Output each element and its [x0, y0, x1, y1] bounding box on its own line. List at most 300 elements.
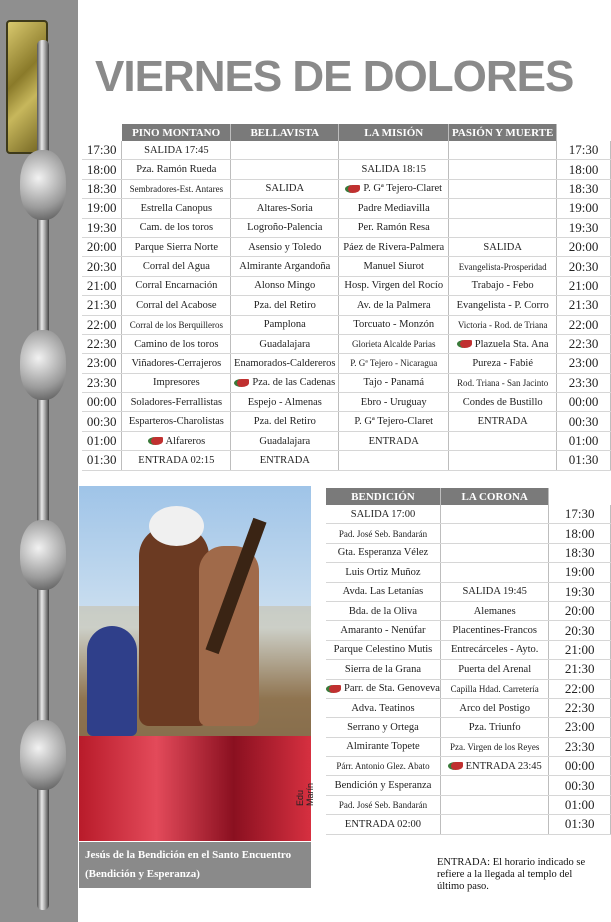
cell-text: SALIDA 19:45 [462, 586, 527, 598]
bird-marker-icon [457, 340, 472, 348]
time-cell: 20:30 [557, 257, 611, 276]
cell-text: SALIDA 17:00 [350, 508, 416, 520]
schedule-cell [449, 431, 557, 450]
schedule-cell [326, 601, 440, 620]
schedule-cell [326, 582, 440, 601]
schedule-cell [440, 601, 549, 620]
time-cell: 01:00 [82, 431, 122, 450]
time-cell: 23:30 [557, 373, 611, 392]
schedule-cell [326, 505, 440, 524]
cell-text: Soladores-Ferrallistas [130, 396, 223, 408]
cell-text: Alemanes [473, 605, 516, 617]
time-cell: 00:00 [82, 393, 122, 412]
time-cell: 01:30 [557, 451, 611, 470]
schedule-cell [449, 412, 557, 431]
cell-text: Asensio y Toledo [248, 241, 322, 253]
cell-text: Bendición y Esperanza [334, 780, 432, 792]
cell-text: Logroño-Palencia [247, 222, 323, 234]
schedule-cell [449, 257, 557, 276]
time-cell: 19:00 [549, 563, 611, 582]
table-row [326, 524, 611, 543]
schedule-cell [122, 451, 231, 470]
schedule-cell [449, 237, 557, 256]
cell-text: Altares-Soria [256, 202, 313, 214]
cell-text: SALIDA [483, 241, 522, 253]
schedule-cell [440, 698, 549, 717]
schedule-cell [339, 334, 449, 353]
schedule-cell [231, 218, 339, 237]
time-cell: 00:30 [82, 412, 122, 431]
staff-ornament [20, 150, 66, 220]
schedule-cell [339, 315, 449, 334]
cell-text: Corral de los Berquilleros [129, 319, 223, 330]
table-row [326, 563, 611, 582]
time-cell: 21:00 [82, 276, 122, 295]
schedule-cell [339, 373, 449, 392]
bird-marker-icon [345, 185, 360, 193]
time-cell: 18:00 [557, 160, 611, 179]
column-header: BENDICIÓN [326, 488, 440, 505]
table-row [82, 141, 611, 160]
time-cell: 18:30 [557, 179, 611, 198]
cell-text: Corral del Agua [142, 261, 210, 273]
schedule-cell [122, 354, 231, 373]
time-cell: 22:30 [82, 334, 122, 353]
time-cell: 21:30 [82, 296, 122, 315]
schedule-cell [440, 660, 549, 679]
cell-text: Trabajo - Febo [471, 280, 534, 292]
schedule-cell [339, 393, 449, 412]
schedule-cell [231, 237, 339, 256]
schedule-cell [440, 718, 549, 737]
time-cell: 00:30 [557, 412, 611, 431]
cell-text: Condes de Bustillo [462, 396, 543, 408]
schedule-cell [326, 640, 440, 659]
schedule-cell [440, 505, 549, 524]
table-row [326, 718, 611, 737]
time-cell: 20:00 [557, 237, 611, 256]
schedule-cell [449, 199, 557, 218]
time-cell: 00:00 [557, 393, 611, 412]
time-cell: 20:30 [549, 621, 611, 640]
staff-ornament [20, 330, 66, 400]
table-row [82, 218, 611, 237]
schedule-cell [339, 218, 449, 237]
cell-text: Av. de la Palmera [356, 299, 431, 311]
schedule-cell [339, 160, 449, 179]
cell-text: Alfareros [165, 435, 206, 447]
table-row [326, 543, 611, 562]
cell-text: Pza. Triunfo [468, 721, 521, 733]
time-cell: 21:00 [549, 640, 611, 659]
schedule-cell [122, 237, 231, 256]
decorative-side-strip [0, 0, 78, 922]
table-row [82, 160, 611, 179]
jesus-figure [199, 546, 259, 726]
schedule-cell [449, 296, 557, 315]
schedule-cell [326, 815, 440, 834]
cell-text: Cam. de los toros [139, 222, 214, 234]
cell-text: Pad. José Seb. Bandarán [338, 800, 428, 811]
cell-text: Avda. Las Letanías [342, 586, 424, 598]
table-row [326, 640, 611, 659]
top-schedule-table [82, 124, 611, 471]
schedule-cell [339, 431, 449, 450]
table-row [82, 431, 611, 450]
time-cell: 19:00 [82, 199, 122, 218]
cell-text: Plazuela Sta. Ana [474, 338, 549, 350]
table-row [82, 237, 611, 256]
cell-text: Evangelista - P. Corro [456, 299, 549, 311]
schedule-cell [122, 315, 231, 334]
cell-text: Amaranto - Nenúfar [340, 625, 426, 637]
bird-marker-icon [148, 437, 163, 445]
schedule-cell [231, 412, 339, 431]
cell-text: Pad. José Seb. Bandarán [338, 528, 428, 539]
cell-text: Pza. de las Cadenas [252, 377, 336, 389]
cell-text: Parque Celestino Mutis [333, 644, 433, 656]
cell-text: SALIDA 17:45 [144, 144, 209, 156]
cell-text: SALIDA 18:15 [361, 164, 426, 176]
table-row [326, 660, 611, 679]
time-cell: 00:00 [549, 757, 611, 776]
cell-text: Capilla Hdad. Carretería [450, 683, 539, 694]
cell-text: Espejo - Almenas [247, 396, 322, 408]
cell-text: Guadalajara [259, 435, 311, 447]
schedule-cell [122, 218, 231, 237]
schedule-cell [122, 179, 231, 198]
schedule-cell [122, 373, 231, 392]
time-cell: 23:00 [82, 354, 122, 373]
schedule-cell [440, 524, 549, 543]
schedule-cell [231, 451, 339, 470]
table-row [326, 815, 611, 834]
cell-text: Pamplona [263, 319, 306, 331]
table-row [82, 296, 611, 315]
bird-marker-icon [234, 379, 249, 387]
bottom-schedule-table [326, 488, 611, 835]
cell-text: Enamorados-Caldereros [234, 357, 336, 369]
schedule-cell [122, 141, 231, 160]
entry-note: ENTRADA: El horario indicado se refiere a la llegada al templo del último paso. [437, 857, 586, 892]
cell-text: Per. Ramón Resa [357, 222, 430, 234]
table-row [82, 257, 611, 276]
schedule-cell [231, 276, 339, 295]
schedule-cell [440, 640, 549, 659]
schedule-cell [231, 431, 339, 450]
time-cell: 19:30 [82, 218, 122, 237]
cell-text: Entrecárceles - Ayto. [451, 644, 539, 656]
time-cell: 17:30 [557, 141, 611, 160]
schedule-cell [326, 718, 440, 737]
schedule-cell [326, 737, 440, 756]
cell-text: Parque Sierra Norte [134, 241, 219, 253]
table-row [326, 601, 611, 620]
time-cell: 22:00 [557, 315, 611, 334]
time-cell: 23:00 [549, 718, 611, 737]
schedule-cell [231, 257, 339, 276]
table-row [326, 776, 611, 795]
time-cell: 18:30 [82, 179, 122, 198]
time-cell: 01:30 [82, 451, 122, 470]
staff-ornament [20, 520, 66, 590]
table-row [82, 334, 611, 353]
cell-text: Corral Encarnación [135, 280, 218, 292]
cell-text: Hosp. Virgen del Rocío [344, 280, 444, 292]
time-cell: 18:30 [549, 543, 611, 562]
cell-text: Bda. de la Oliva [348, 605, 418, 617]
time-cell: 22:30 [557, 334, 611, 353]
schedule-cell [339, 237, 449, 256]
schedule-cell [339, 199, 449, 218]
cell-text: Párr. Antonio Glez. Abato [336, 761, 430, 772]
schedule-cell [326, 660, 440, 679]
schedule-cell [449, 315, 557, 334]
column-header: PASIÓN Y MUERTE [449, 124, 557, 141]
schedule-cell [339, 257, 449, 276]
schedule-cell [231, 334, 339, 353]
table-row [82, 199, 611, 218]
cell-text: Ebro - Uruguay [360, 396, 427, 408]
cell-text: Sierra de la Grana [344, 663, 422, 675]
schedule-cell [449, 276, 557, 295]
table-row [326, 698, 611, 717]
cell-text: Arco del Postigo [459, 702, 530, 714]
schedule-cell [122, 412, 231, 431]
schedule-cell [440, 679, 549, 698]
cell-text: ENTRADA [477, 416, 528, 428]
table-row [82, 276, 611, 295]
virgin-figure [87, 626, 137, 736]
schedule-cell [440, 621, 549, 640]
cell-text: Tajo - Panamá [363, 377, 424, 389]
table-row [326, 757, 611, 776]
table-row [326, 795, 611, 814]
cell-text: P. Gª Tejero - Nicaragua [350, 358, 438, 369]
schedule-cell [122, 257, 231, 276]
table-row [326, 505, 611, 524]
schedule-cell [326, 776, 440, 795]
cell-text: Puerta del Arenal [458, 663, 532, 675]
schedule-cell [326, 698, 440, 717]
schedule-cell [326, 757, 440, 776]
time-cell: 18:00 [82, 160, 122, 179]
schedule-cell [231, 160, 339, 179]
time-cell: 17:30 [82, 141, 122, 160]
time-cell: 01:00 [549, 795, 611, 814]
photo-credit: Edu Marín [295, 782, 315, 806]
page-title: VIERNES DE DOLORES [95, 52, 574, 101]
time-cell: 20:00 [549, 601, 611, 620]
time-cell: 21:30 [557, 296, 611, 315]
schedule-cell [339, 296, 449, 315]
table-row [82, 451, 611, 470]
photo-caption: Jesús de la Bendición en el Santo Encuentro (Bendición y Esperanza) [79, 842, 311, 888]
schedule-cell [231, 315, 339, 334]
flower-float-image [79, 736, 311, 841]
cell-text: Viñadores-Cerrajeros [131, 357, 222, 369]
cell-text: Parr. de Sta. Genoveva [344, 683, 440, 695]
helmet-plume [149, 506, 204, 546]
staff-ornament [20, 720, 66, 790]
cell-text: Guadalajara [259, 338, 311, 350]
schedule-cell [231, 354, 339, 373]
cell-text: Corral del Acabose [136, 299, 217, 311]
schedule-cell [440, 582, 549, 601]
schedule-cell [122, 431, 231, 450]
schedule-cell [449, 218, 557, 237]
cell-text: Pza. Virgen de los Reyes [450, 741, 540, 752]
time-cell: 18:00 [549, 524, 611, 543]
schedule-cell [440, 815, 549, 834]
cell-text: Pza. del Retiro [253, 416, 316, 428]
table-row [82, 393, 611, 412]
cell-text: Adva. Teatinos [351, 702, 415, 714]
time-cell: 22:00 [82, 315, 122, 334]
cell-text: Alonso Mingo [254, 280, 316, 292]
cell-text: Serrano y Ortega [347, 721, 419, 733]
cell-text: Manuel Siurot [363, 261, 424, 273]
cell-text: Sembradores-Est. Antares [129, 183, 224, 194]
bird-marker-icon [326, 685, 341, 693]
schedule-cell [339, 141, 449, 160]
cell-text: Esparteros-Charolistas [128, 416, 224, 428]
cell-text: ENTRADA 23:45 [465, 760, 542, 772]
cell-text: Pza. Ramón Rueda [136, 164, 217, 176]
cell-text: Camino de los toros [134, 338, 219, 350]
schedule-cell [231, 373, 339, 392]
schedule-cell [122, 393, 231, 412]
cell-text: Rod. Triana - San Jacinto [457, 377, 549, 388]
table-header-row [82, 124, 611, 141]
schedule-cell [339, 412, 449, 431]
schedule-cell [231, 141, 339, 160]
schedule-cell [339, 276, 449, 295]
schedule-cell [326, 524, 440, 543]
time-cell: 23:30 [82, 373, 122, 392]
table-row [326, 582, 611, 601]
cell-text: Torcuato - Monzón [353, 319, 435, 331]
schedule-cell [449, 373, 557, 392]
schedule-cell [122, 296, 231, 315]
column-header: PINO MONTANO [122, 124, 231, 141]
time-cell: 00:30 [549, 776, 611, 795]
schedule-cell [326, 679, 440, 698]
time-cell: 20:30 [82, 257, 122, 276]
cell-text: Luis Ortiz Muñoz [345, 566, 421, 578]
schedule-cell [339, 354, 449, 373]
time-cell: 21:00 [557, 276, 611, 295]
schedule-cell [440, 795, 549, 814]
time-cell: 22:30 [549, 698, 611, 717]
schedule-cell [449, 141, 557, 160]
cell-text: ENTRADA 02:00 [344, 818, 422, 830]
schedule-cell [449, 334, 557, 353]
cell-text: P. Gª Tejero-Claret [363, 183, 443, 195]
cell-text: Almirante Argandoña [239, 261, 331, 273]
schedule-cell [231, 179, 339, 198]
cell-text: Páez de Rivera-Palmera [343, 241, 445, 253]
cell-text: Evangelista-Prosperidad [458, 261, 547, 272]
time-cell: 22:00 [549, 679, 611, 698]
time-cell: 19:00 [557, 199, 611, 218]
schedule-cell [449, 451, 557, 470]
cell-text: SALIDA [265, 183, 305, 195]
schedule-cell [449, 393, 557, 412]
table-row [326, 679, 611, 698]
time-cell: 23:00 [557, 354, 611, 373]
schedule-cell [326, 621, 440, 640]
time-cell: 17:30 [549, 505, 611, 524]
column-header: LA MISIÓN [339, 124, 449, 141]
table-row [326, 737, 611, 756]
cell-text: P. Gª Tejero-Claret [354, 416, 434, 428]
schedule-cell [449, 160, 557, 179]
time-cell: 19:30 [549, 582, 611, 601]
time-cell: 21:30 [549, 660, 611, 679]
schedule-cell [231, 199, 339, 218]
cell-text: Pza. del Retiro [253, 299, 316, 311]
cell-text: Impresores [153, 377, 200, 389]
schedule-cell [440, 737, 549, 756]
schedule-cell [122, 334, 231, 353]
procession-photo [79, 486, 315, 841]
schedule-cell [440, 757, 549, 776]
schedule-cell [326, 543, 440, 562]
time-cell: 01:30 [549, 815, 611, 834]
cell-text: Pureza - Fabié [472, 357, 533, 369]
schedule-cell [339, 179, 449, 198]
table-row [82, 179, 611, 198]
schedule-cell [231, 393, 339, 412]
schedule-cell [440, 563, 549, 582]
time-cell: 20:00 [82, 237, 122, 256]
column-header: BELLAVISTA [231, 124, 339, 141]
schedule-cell [440, 543, 549, 562]
table-row [82, 354, 611, 373]
cell-text: ENTRADA 02:15 [138, 454, 215, 466]
time-cell: 23:30 [549, 737, 611, 756]
table-row [82, 373, 611, 392]
schedule-cell [449, 354, 557, 373]
schedule-cell [122, 199, 231, 218]
column-header: LA CORONA [440, 488, 549, 505]
cell-text: Estrella Canopus [140, 202, 213, 214]
schedule-cell [122, 276, 231, 295]
table-row [82, 315, 611, 334]
table-row [82, 412, 611, 431]
bird-marker-icon [448, 762, 463, 770]
table-header-row [326, 488, 611, 505]
cell-text: Placentines-Francos [452, 625, 537, 637]
cell-text: Gta. Esperanza Vélez [337, 547, 429, 559]
schedule-cell [326, 795, 440, 814]
schedule-cell [122, 160, 231, 179]
cell-text: Glorieta Alcalde Parias [351, 339, 436, 350]
cell-text: Victoria - Rod. de Triana [457, 319, 548, 330]
time-cell: 19:30 [557, 218, 611, 237]
cell-text: Almirante Topete [346, 741, 420, 753]
cell-text: ENTRADA [368, 435, 419, 447]
cell-text: Padre Mediavilla [357, 202, 430, 214]
schedule-cell [449, 179, 557, 198]
cell-text: ENTRADA [259, 454, 310, 466]
schedule-cell [440, 776, 549, 795]
table-row [326, 621, 611, 640]
schedule-cell [231, 296, 339, 315]
schedule-cell [326, 563, 440, 582]
schedule-cell [339, 451, 449, 470]
